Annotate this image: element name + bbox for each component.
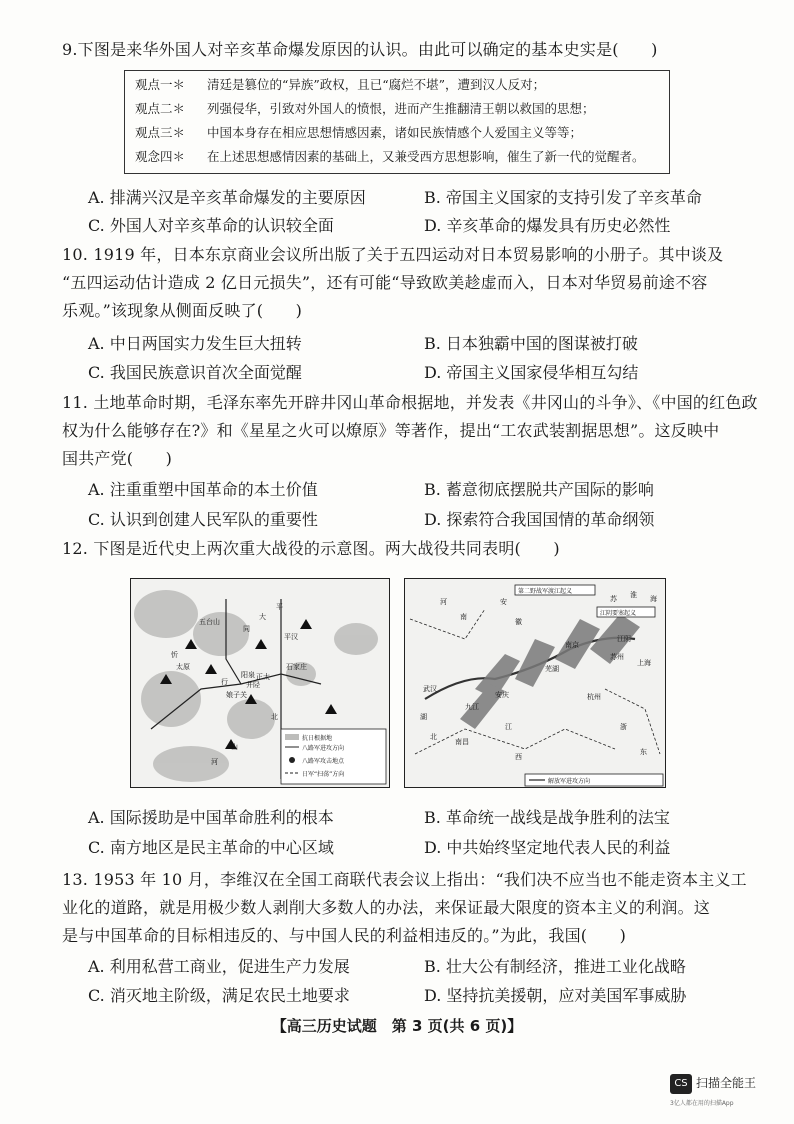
map2-label: 上海 (637, 659, 651, 667)
scanner-watermark (670, 1070, 780, 1112)
map2-label: 西 (515, 753, 522, 761)
map2-label: 杭州 (587, 693, 601, 701)
q13-option-b: B. 壮大公有制经济，推进工业化战略 (424, 957, 686, 976)
view-text: 清廷是篡位的“异族”政权，且已“腐烂不堪”，遭到汉人反对； (207, 77, 546, 92)
map2-legend-1: 解放军进攻方向 (548, 778, 591, 785)
map2-label: 苏 (610, 595, 617, 603)
watermark-name: 扫描全能王 (696, 1076, 757, 1090)
map2-label: 南 (460, 613, 467, 621)
q13-line-1: 13. 1953 年 10 月，李维汉在全国工商联代表会议上指出：“我们决不应当也不能走资本主义工 (62, 870, 747, 889)
map1-label: 娘子关 (226, 691, 247, 699)
q11-line-2: 权为什么能够存在?》和《星星之火可以燎原》等著作，提出“工农武装割据思想”。这反映中 (62, 421, 720, 440)
q13-option-c: C. 消灭地主阶级，满足农民土地要求 (88, 986, 350, 1005)
map2-label: 浙 (620, 723, 627, 731)
q10-option-a: A. 中日两国实力发生巨大扭转 (88, 334, 302, 353)
map2-label: 九江 (465, 703, 479, 711)
map1-legend-1: 抗日根据地 (302, 735, 333, 742)
map1-label: 忻 (171, 651, 178, 659)
view-label: 观点一＊ (135, 77, 186, 92)
map1-legend-3: 八路军攻击地点 (302, 758, 345, 765)
map1-label: 行 (221, 678, 228, 686)
map2-label: 淮 (630, 591, 637, 599)
map2-label: 第二野战军渡江起义 (518, 588, 573, 595)
map1-label: 河 (211, 758, 218, 766)
map1-label: 五台山 (199, 618, 220, 626)
map1-label: 井陉 (246, 681, 260, 689)
map1-label: 平 (276, 603, 283, 611)
q13-line-3: 是与中国革命的目标相违反的、与中国人民的利益相违反的。”为此，我国( ) (62, 926, 627, 945)
q9-option-a: A. 排满兴汉是辛亥革命爆发的主要原因 (88, 188, 366, 207)
map1-label: 太原 (176, 663, 190, 671)
map2-label: 江阴 (617, 635, 631, 643)
map-yangtze-crossing (404, 578, 666, 788)
map1-label: 阳泉 (241, 671, 255, 679)
map-hundred-regiments (130, 578, 390, 788)
camscanner-logo-icon: CS (670, 1074, 692, 1094)
map1-label: 正太 (256, 673, 270, 681)
q9-option-d: D. 辛亥革命的爆发具有历史必然性 (424, 216, 671, 235)
q11-option-d: D. 探索符合我国国情的革命纲领 (424, 510, 655, 529)
map1-label: 大 (259, 613, 266, 621)
map1-label: 山 (231, 743, 238, 751)
q9-option-b: B. 帝国主义国家的支持引发了辛亥革命 (424, 188, 702, 207)
q11-option-b: B. 蓄意彻底摆脱共产国际的影响 (424, 480, 654, 499)
view-text: 列强侵华，引致对外国人的愤恨，进而产生推翻清王朝以救国的思想； (207, 101, 595, 116)
map2-label: 苏州 (610, 653, 624, 661)
q10-line-3: 乐观。”该现象从侧面反映了( ) (62, 301, 303, 320)
q11-line-3: 国共产党( ) (62, 449, 173, 468)
map1-label: 同 (243, 625, 250, 633)
q10-option-b: B. 日本独霸中国的图谋被打破 (424, 334, 638, 353)
map2-label: 徽 (515, 618, 522, 626)
q10-line-1: 10. 1919 年，日本东京商业会议所出版了关于五四运动对日本贸易影响的小册子。其中谈及 (62, 245, 724, 264)
q9-view-2 (135, 100, 595, 118)
q10-option-d: D. 帝国主义国家侵华相互勾结 (424, 363, 639, 382)
q11-option-a: A. 注重重塑中国革命的本土价值 (88, 480, 318, 499)
map2-label: 南京 (565, 641, 579, 649)
q12-stem: 12. 下图是近代史上两次重大战役的示意图。两大战役共同表明( ) (62, 539, 560, 558)
map2-label: 东 (640, 748, 647, 756)
q9-stem: 9.下图是来华外国人对辛亥革命爆发原因的认识。由此可以确定的基本史实是( ) (62, 40, 658, 59)
q10-option-c: C. 我国民族意识首次全面觉醒 (88, 363, 302, 382)
map2-label: 湖 (420, 713, 427, 721)
q12-option-d: D. 中共始终坚定地代表人民的利益 (424, 838, 671, 857)
q10-line-2: “五四运动估计造成 2 亿日元损失”，还有可能“导致欧美趁虚而入，日本对华贸易前途不容 (62, 273, 708, 292)
map2-label: 武汉 (423, 685, 437, 693)
map1-label: 石家庄 (286, 663, 307, 671)
q13-option-a: A. 利用私营工商业，促进生产力发展 (88, 957, 350, 976)
view-label: 观点二＊ (135, 101, 186, 116)
q12-option-a: A. 国际援助是中国革命胜利的根本 (88, 808, 334, 827)
q9-view-4 (135, 148, 645, 166)
map2-label: 安庆 (495, 691, 509, 699)
map1-label: 平汉 (284, 633, 298, 641)
map2-label: 北 (430, 733, 437, 741)
q11-line-1: 11. 土地革命时期，毛泽东率先开辟井冈山革命根据地，并发表《井冈山的斗争》、《中国的红色政 (62, 393, 758, 412)
q9-option-c: C. 外国人对辛亥革命的认识较全面 (88, 216, 334, 235)
map2-label: 江阴要塞起义 (600, 610, 637, 617)
q12-option-c: C. 南方地区是民主革命的中心区域 (88, 838, 334, 857)
map1-legend-2: 八路军进攻方向 (302, 745, 345, 752)
map2-label: 安 (500, 598, 507, 606)
map2-label: 河 (440, 598, 447, 606)
watermark-sub: 3亿人都在用的扫描App (670, 1100, 734, 1107)
q9-viewpoints-box (124, 70, 670, 174)
view-text: 中国本身存在相应思想情感因素，诸如民族情感个人爱国主义等等； (207, 125, 583, 140)
q13-option-d: D. 坚持抗美援朝，应对美国军事威胁 (424, 986, 687, 1005)
q9-view-1 (135, 76, 545, 94)
map2-label: 南昌 (455, 738, 469, 746)
q13-line-2: 业化的道路，就是用极少数人剥削大多数人的办法，来保证最大限度的资本主义的利润。这 (62, 898, 711, 917)
map1-legend-4: 日军“扫荡”方向 (302, 771, 345, 778)
view-label: 观点三＊ (135, 125, 186, 140)
map2-label: 江 (505, 723, 512, 731)
q11-option-c: C. 认识到创建人民军队的重要性 (88, 510, 318, 529)
map2-label: 海 (650, 595, 657, 603)
map1-drawing (131, 579, 390, 788)
view-label: 观念四＊ (135, 149, 186, 164)
q12-option-b: B. 革命统一战线是战争胜利的法宝 (424, 808, 670, 827)
page-footer: 【高三历史试题 第 3 页(共 6 页)】 (271, 1017, 523, 1035)
map1-label: 北 (271, 713, 278, 721)
q9-view-3 (135, 124, 582, 142)
view-text: 在上述思想感情因素的基础上，又兼受西方思想影响，催生了新一代的觉醒者。 (207, 149, 645, 164)
map2-drawing (405, 579, 666, 788)
map2-label: 芜湖 (545, 665, 559, 673)
